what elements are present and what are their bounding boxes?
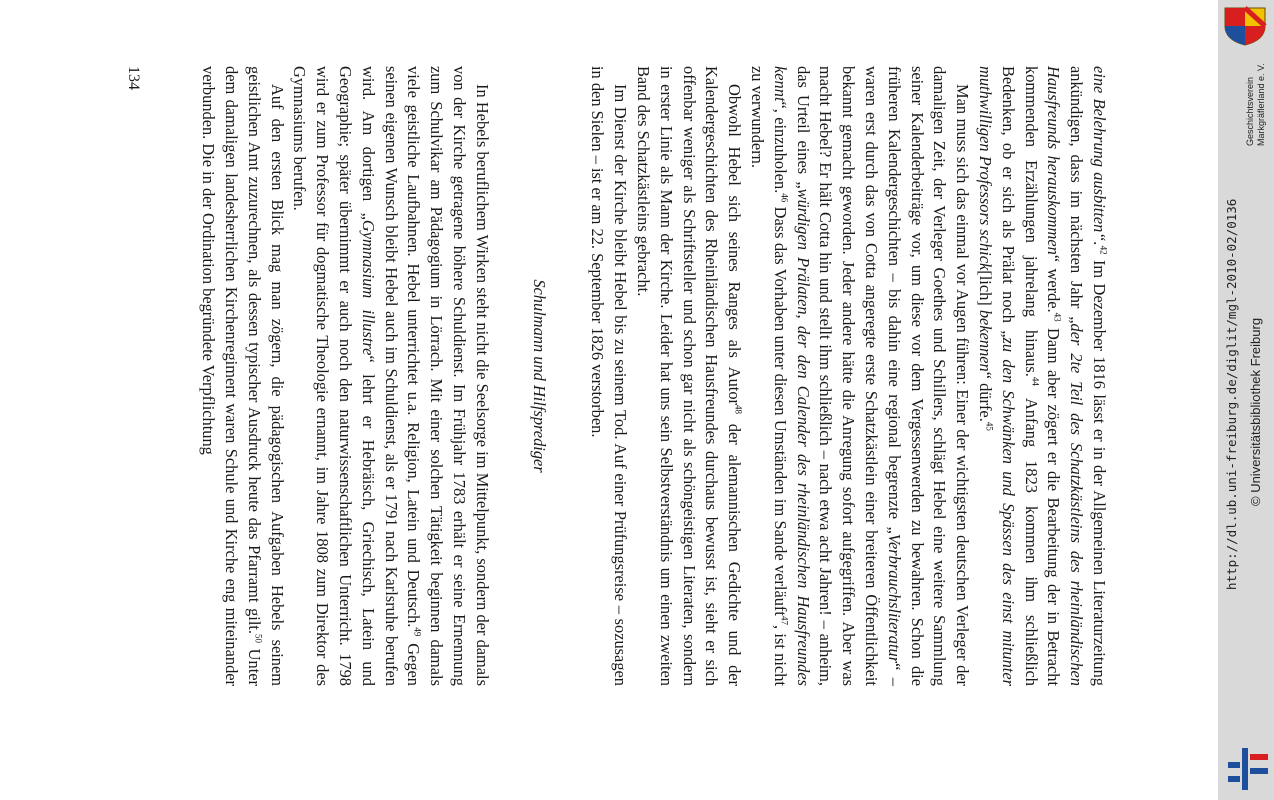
org-name-line1: Geschichtsverein xyxy=(1245,76,1255,146)
text-span: Dann aber zögert er die Bearbeitung der in Betracht kommenden Erzählungen jahrelang hinaus. xyxy=(1021,66,1064,686)
text-span: “ werde. xyxy=(1044,254,1064,313)
footnote-ref: 46 xyxy=(779,193,790,203)
university-library-logo-icon xyxy=(1224,746,1272,792)
footnote-ref: 47 xyxy=(779,615,790,625)
section-gap xyxy=(550,66,586,686)
paragraph-2 xyxy=(745,66,973,686)
text-span: Unter dem damaligen landesherrlichen Kirchenregiment waren Schule und Kirche eng miteinander verbunden. Die in der Ordination begründete Verpflichtung xyxy=(199,66,264,686)
footnote-ref: 45 xyxy=(984,421,995,431)
text-span: “ dürfe. xyxy=(976,371,996,422)
document-page xyxy=(120,66,1110,686)
text-span: Anfang 1823 kommen ihm schließlich Bedenken, ob er sich als Prälat noch „ xyxy=(998,66,1041,686)
text-span: Obwohl Hebel sich seines Ranges als Autor xyxy=(725,84,745,405)
text-span: Gegen seinen eigenen Wunsch bleibt Hebel auch im Schuldienst, als er 1791 nach Karlsruhe berufen wird. Am dortigen „ xyxy=(358,66,424,687)
footnote-ref: 48 xyxy=(733,405,744,414)
text-span: der 2te Teil des Schatzkästleins des rheinländischen Hausfreunds herauskommen xyxy=(1044,66,1087,686)
copyright-text: © Universitätsbibliothek Freiburg xyxy=(1248,317,1263,506)
footnote-ref: 43 xyxy=(1052,312,1063,322)
text-span: , ist nicht zu verwundern. xyxy=(748,66,790,687)
paragraph-4: Im Dienst der Kirche bleibt Hebel bis zu seinem Tod. Auf einer Prüfungsreise – sozusagen in den Sielen – ist er am 22. September 1826 verstorben. xyxy=(588,66,631,686)
text-span: “ lehrt er Hebräisch, Griechisch, Latein und Geographie; später übernimmt er auch noch den naturwissenschaftlichen Unterricht. 1798 wird er zum Professor für dogmatische Theologie ernannt, im Jahre 1808 zum Direktor des Gymnasiums berufen. xyxy=(290,66,378,686)
org-name-line2: Markgräflerland e. V. xyxy=(1256,63,1266,146)
footnote-ref: 49 xyxy=(412,627,423,637)
paragraph-3 xyxy=(631,66,745,686)
paragraph-5 xyxy=(288,66,493,686)
text-span: “ – waren erst durch das von Cotta angeregte erste Schatzkästlein einer breiteren Öffentlichkeit bekannt gemacht geworden. Jeder andere hätte die Anregung sofort aufgegriffen. Aber was macht Hebel? Er hält Cotta hin und stellt ihm schließlich – nach etwa acht Jahren! – anheim, das Urteil eines „ xyxy=(793,66,904,686)
paragraph-6 xyxy=(197,66,288,686)
text-span: der alemannischen Gedichte und der Kalendergeschichten des Rheinländischen Hausfreundes durchaus bewusst ist, sieht er sich offenbar weniger als Schriftsteller und schon gar nicht als schöngeistigen Literaten, sondern in erster Linie als Mann der Kirche. Leider hat uns sein Selbstverständnis um einen zweiten Band des Schatzkästleins gebracht. xyxy=(634,66,745,686)
footnote-ref: 42 xyxy=(1098,245,1109,255)
text-span: Gymnasium illustre xyxy=(358,219,378,356)
text-span: Dass das Vorhaben unter diesen Umständen im Sande verläuft xyxy=(770,202,790,616)
text-span: eine Belehrung ausbitten“. xyxy=(1090,66,1109,246)
text-span: zu den Schwänken und Spässen des einst mitunter muthwilligen Professors schick xyxy=(976,66,1018,687)
footnote-ref: 44 xyxy=(1030,376,1041,386)
section-gap xyxy=(493,66,527,686)
permalink-url[interactable]: http://dl.ub.uni-freiburg.de/diglit/mgl-2010-02/0136 xyxy=(1224,198,1239,590)
text-span: Auf den ersten Blick mag man zögern, die pädagogischen Aufgaben Hebels seinem geistlichen Amt zuzurechnen, als dessen typischer Ausdruck heute das Pfarramt gilt. xyxy=(244,66,287,686)
footnote-ref: 50 xyxy=(253,634,264,644)
paragraph-1 xyxy=(973,66,1110,686)
text-span: würdigen Prälaten, der den Calender des rheinländischen Hausfreundes kennt xyxy=(770,66,813,686)
text-span: Verbrauchsliteratur xyxy=(884,533,904,664)
text-span: [lich] xyxy=(976,270,996,310)
text-span: Im Dezember 1816 lässt er in der Allgemeinen Literaturzeitung ankündigen, dass im nächsten Jahr „ xyxy=(1067,66,1109,686)
section-heading: Schulmann und Hilfsprediger xyxy=(529,279,549,473)
text-span: bekennen xyxy=(976,309,996,372)
text-span: In Hebels beruflichem Wirken steht nicht die Seelsorge im Mittelpunkt, sondern der damals von der Kirche getragene höhere Schuldienst. Im Frühjahr 1783 erhält er seine Ernennung zum Schulvikar am Pädagogium in Lörrach. Mit einer solchen Tätigkeit beginnen damals viele geistliche Laufbahnen. Hebel unterrichtet u.a. Religion, Latein und Deutsch. xyxy=(404,66,492,686)
coat-of-arms-icon xyxy=(1222,6,1268,46)
text-span: Man muss sich das einmal vor Augen führen: Einer der wichtigsten deutschen Verleger der damaligen Zeit, der Verleger Goethes und Schillers, schlägt Hebel eine weitere Sammlung seiner Kalenderbeiträge vor, um diese vor dem Vergessenwerden zu bewahren. Schon die früheren Kalendergeschichten – bis dahin eine regional begrenzte „ xyxy=(884,66,973,686)
page-number: 134 xyxy=(125,66,142,90)
text-span: “, einzuholen. xyxy=(770,101,790,194)
